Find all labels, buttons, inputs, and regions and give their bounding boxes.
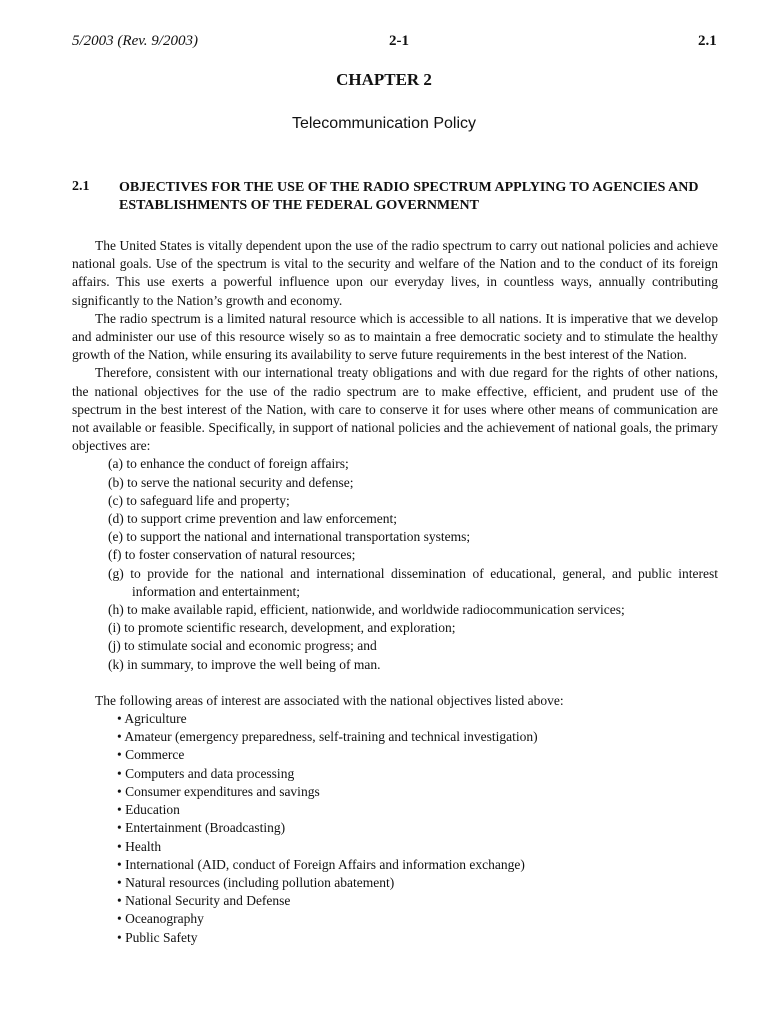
area-item: • Consumer expenditures and savings	[117, 783, 320, 799]
header-page-number: 2-1	[389, 33, 409, 49]
header-revision-date: 5/2003 (Rev. 9/2003)	[72, 33, 198, 49]
objective-item: (f) to foster conservation of natural resources;	[108, 547, 356, 563]
document-body	[72, 237, 718, 947]
areas-intro: The following areas of interest are associated with the national objectives listed above:	[95, 692, 564, 708]
area-item: • Public Safety	[117, 929, 198, 945]
header-section-number: 2.1	[698, 33, 717, 49]
area-item: • Natural resources (including pollution abatement)	[117, 874, 395, 890]
chapter-title: CHAPTER 2	[336, 70, 432, 89]
objectives-list	[72, 455, 718, 673]
objective-item: (b) to serve the national security and defense;	[108, 474, 354, 490]
objective-item: (d) to support crime prevention and law enforcement;	[108, 511, 398, 527]
objective-item: (g) to provide for the national and international dissemination of educational, general, and public interest information and entertainment;	[108, 565, 718, 599]
paragraph: The radio spectrum is a limited natural resource which is accessible to all nations. It is imperative that we develop and administer our use of this resource wisely so as to maintain a free democratic society and to stimulate the healthy growth of the Nation, while ensuring its availability to serve future requirements in the best interest of the Nation.	[72, 310, 718, 363]
area-item: • Computers and data processing	[117, 765, 295, 781]
area-item: • Amateur (emergency preparedness, self-training and technical investigation)	[117, 729, 538, 745]
objective-item: (h) to make available rapid, efficient, nationwide, and worldwide radiocommunication services;	[108, 602, 625, 618]
area-item: • National Security and Defense	[117, 893, 291, 909]
objective-item: (j) to stimulate social and economic progress; and	[108, 638, 377, 654]
objective-item: (c) to safeguard life and property;	[108, 492, 290, 508]
objective-item: (e) to support the national and international transportation systems;	[108, 529, 471, 545]
area-item: • Education	[117, 802, 180, 818]
objective-item: (i) to promote scientific research, development, and exploration;	[108, 620, 456, 636]
area-item: • Commerce	[117, 747, 185, 763]
area-item: • Agriculture	[117, 711, 187, 727]
chapter-subtitle: Telecommunication Policy	[291, 115, 477, 132]
objective-item: (a) to enhance the conduct of foreign affairs;	[108, 456, 349, 472]
area-item: • Health	[117, 838, 162, 854]
paragraph: The United States is vitally dependent upon the use of the radio spectrum to carry out national policies and achieve national goals. Use of the spectrum is vital to the security and welfare of the Nation and to the conduct of its foreign affairs. This use exerts a powerful influence upon our everyday lives, in countless ways, annually contributing significantly to the Nation’s growth and economy.	[72, 238, 718, 308]
area-item: • International (AID, conduct of Foreign Affairs and information exchange)	[117, 856, 525, 872]
area-item: • Entertainment (Broadcasting)	[117, 820, 286, 836]
section-number: 2.1	[72, 179, 90, 194]
section-title: OBJECTIVES FOR THE USE OF THE RADIO SPECTRUM APPLYING TO AGENCIES AND ESTABLISHMENTS OF THE FEDERAL GOVERNMENT	[119, 180, 699, 213]
area-item: • Oceanography	[117, 911, 204, 927]
areas-of-interest-list	[72, 710, 718, 947]
objective-item: (k) in summary, to improve the well being of man.	[108, 656, 381, 672]
paragraph: Therefore, consistent with our international treaty obligations and with due regard for the rights of other nations, the national objectives for the use of the radio spectrum are to make effective, efficient, and prudent use of the spectrum in the best interest of the Nation, with care to conserve it for uses where other means of communication are not available or feasible. Specifically, in support of national policies and the achievement of national goals, the primary objectives are:	[72, 365, 718, 454]
